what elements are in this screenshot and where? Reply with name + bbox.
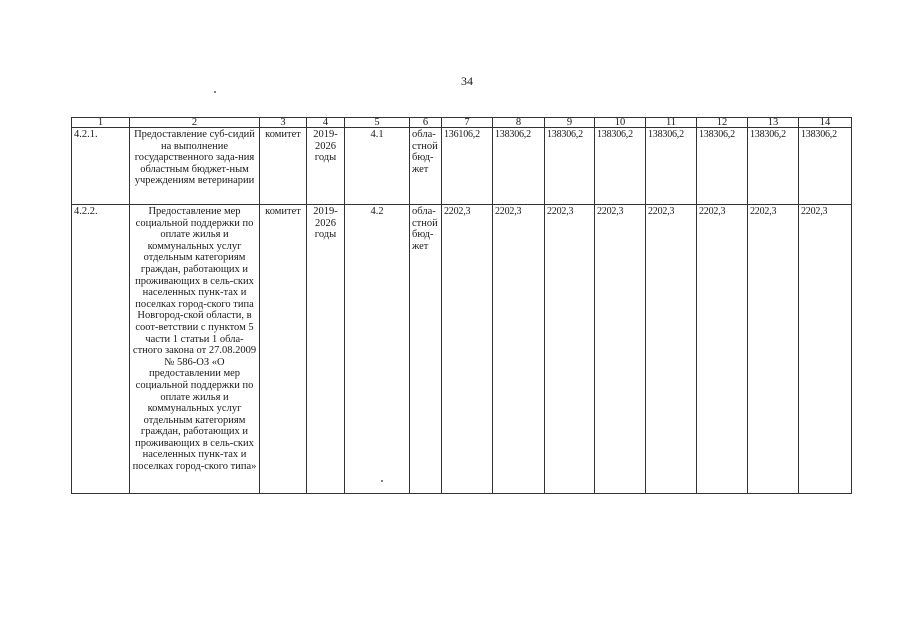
value-cell: 138306,2 [646,128,697,205]
table-row [72,205,852,494]
value-cell: 2202,3 [748,205,799,494]
value-cell: 2202,3 [545,205,595,494]
row-number: 4.2.2. [72,205,130,494]
budget-table [71,117,852,494]
indicator-link-cell: 4.2 [345,205,410,494]
value-cell: 2202,3 [442,205,493,494]
column-header: 8 [493,118,545,128]
row-number: 4.2.1. [72,128,130,205]
value-cell: 138306,2 [799,128,852,205]
column-header: 1 [72,118,130,128]
page-number: 34 [461,74,473,88]
value-cell: 136106,2 [442,128,493,205]
value-cell: 138306,2 [748,128,799,205]
column-header: 14 [799,118,852,128]
indicator-link-cell: 4.1 [345,128,410,205]
scan-speck [214,91,216,93]
years-cell: 2019-2026 годы [307,128,345,205]
executor-cell: комитет [260,128,307,205]
value-cell: 2202,3 [493,205,545,494]
years-cell: 2019-2026 годы [307,205,345,494]
column-header: 10 [595,118,646,128]
funding-source-cell: обла-стной бюд-жет [410,205,442,494]
executor-cell: комитет [260,205,307,494]
column-header: 7 [442,118,493,128]
column-header: 9 [545,118,595,128]
column-header: 12 [697,118,748,128]
value-cell: 2202,3 [595,205,646,494]
value-cell: 138306,2 [595,128,646,205]
value-cell: 138306,2 [545,128,595,205]
column-header: 13 [748,118,799,128]
column-header: 3 [260,118,307,128]
funding-source-cell: обла-стной бюд-жет [410,128,442,205]
column-header: 6 [410,118,442,128]
value-cell: 2202,3 [697,205,748,494]
activity-name: Предоставление суб-сидий на выполнение государственного зада-ния областным бюджет-ным учреждениям ветеринарии [130,128,260,205]
value-cell: 138306,2 [697,128,748,205]
column-header: 4 [307,118,345,128]
value-cell: 138306,2 [493,128,545,205]
activity-name: Предоставление мер социальной поддержки по оплате жилья и коммунальных услуг отдельным категориям граждан, работающих и проживающих в сель-ских населенных пунк-тах и поселках город-ского типа Новгород-ской области, в соот-ветствии с пунктом 5 части 1 статьи 1 обла-стного закона от 27.08.2009 № 586-ОЗ «О предоставлении мер социальной поддержки по оплате жилья и коммунальных услуг отдельным категориям граждан, работающих и проживающих в сель-ских населенных пунк-тах и поселках город-ского типа» [130,205,260,494]
value-cell: 2202,3 [799,205,852,494]
column-header: 11 [646,118,697,128]
column-header: 2 [130,118,260,128]
column-header: 5 [345,118,410,128]
value-cell: 2202,3 [646,205,697,494]
table-row [72,128,852,205]
table-header-row [72,118,852,128]
